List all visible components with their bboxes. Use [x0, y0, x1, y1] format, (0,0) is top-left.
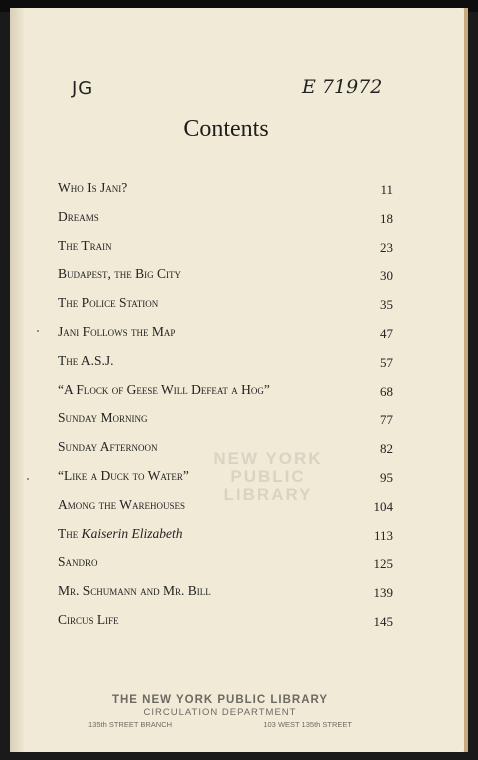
stamp-line-address	[70, 720, 370, 729]
toc-entry-page: 82	[380, 441, 393, 457]
toc-entry-title: Circus Life	[58, 611, 119, 627]
toc-entry-title: Mr. Schumann and Mr. Bill	[58, 583, 211, 599]
toc-entry-page: 113	[373, 527, 393, 543]
handwritten-mark-left: JG	[72, 78, 94, 99]
toc-entry-title: Among the Warehouses	[58, 496, 185, 512]
perforation-line: PUBLIC	[230, 467, 306, 486]
handwritten-call-number: E 71972	[302, 76, 383, 98]
toc-entry-title: Who Is Jani?	[58, 180, 128, 195]
toc-entry-page: 35	[380, 297, 393, 313]
toc-entry-page: 125	[373, 556, 393, 572]
stamp-line-department: CIRCULATION DEPARTMENT	[143, 707, 297, 718]
toc-row	[58, 324, 393, 353]
library-stamp	[70, 694, 370, 729]
perforation-line: LIBRARY	[223, 485, 313, 504]
stamp-street: 103 WEST 135th STREET	[263, 720, 352, 729]
toc-entry-title: “A Flock of Geese Will Defeat a Hog”	[58, 381, 270, 397]
toc-entry-page: 68	[380, 383, 393, 399]
toc-row	[58, 180, 393, 209]
stamp-line-library: THE NEW YORK PUBLIC LIBRARY	[111, 694, 329, 706]
toc-entry-title: The Train	[58, 237, 112, 253]
toc-entry-title: “Like a Duck to Water”	[58, 467, 189, 483]
table-of-contents	[58, 180, 393, 641]
book-page	[10, 8, 465, 752]
toc-entry-title: The Police Station	[58, 295, 159, 311]
toc-entry-title: Sunday Morning	[58, 410, 148, 426]
toc-entry-title: Dreams	[58, 208, 99, 224]
toc-entry-title-italic: Kaiserin Elizabeth	[81, 525, 183, 541]
toc-entry-title: Sandro	[58, 554, 98, 570]
toc-row	[58, 295, 393, 324]
toc-row	[58, 410, 393, 439]
page-speck	[37, 330, 39, 332]
toc-entry-title: The A.S.J.	[58, 352, 114, 368]
toc-entry-page: 77	[380, 412, 393, 428]
toc-entry-page: 11	[380, 182, 393, 197]
toc-row	[58, 583, 393, 612]
toc-row	[58, 612, 393, 641]
toc-entry-page: 30	[380, 268, 393, 284]
toc-entry-title-prefix: The	[58, 525, 82, 541]
toc-entry-page: 57	[380, 354, 393, 370]
toc-entry-title: Budapest, the Big City	[58, 266, 182, 282]
toc-row	[58, 353, 393, 382]
page-speck	[27, 478, 29, 480]
toc-row	[58, 526, 393, 555]
toc-entry-page: 95	[380, 469, 393, 485]
toc-entry-page: 145	[373, 613, 393, 629]
toc-entry-page: 104	[373, 498, 393, 514]
perforation-line: NEW YORK	[213, 449, 323, 468]
toc-row	[58, 266, 393, 295]
toc-row	[58, 209, 393, 238]
toc-entry-page: 139	[373, 585, 393, 601]
page-edge	[464, 8, 468, 752]
stamp-branch: 135th STREET BRANCH	[88, 720, 173, 729]
toc-entry-title: Sunday Afternoon	[58, 439, 158, 455]
perforation-stamp	[213, 450, 323, 504]
toc-row	[58, 382, 393, 411]
toc-entry-page: 18	[380, 210, 393, 226]
toc-entry-page: 23	[380, 239, 393, 255]
toc-entry-title	[58, 526, 183, 542]
page-title: Contents	[183, 116, 269, 142]
toc-row	[58, 554, 393, 583]
toc-entry-page: 47	[380, 325, 393, 341]
toc-row	[58, 238, 393, 267]
toc-entry-title: Jani Follows the Map	[58, 323, 176, 339]
